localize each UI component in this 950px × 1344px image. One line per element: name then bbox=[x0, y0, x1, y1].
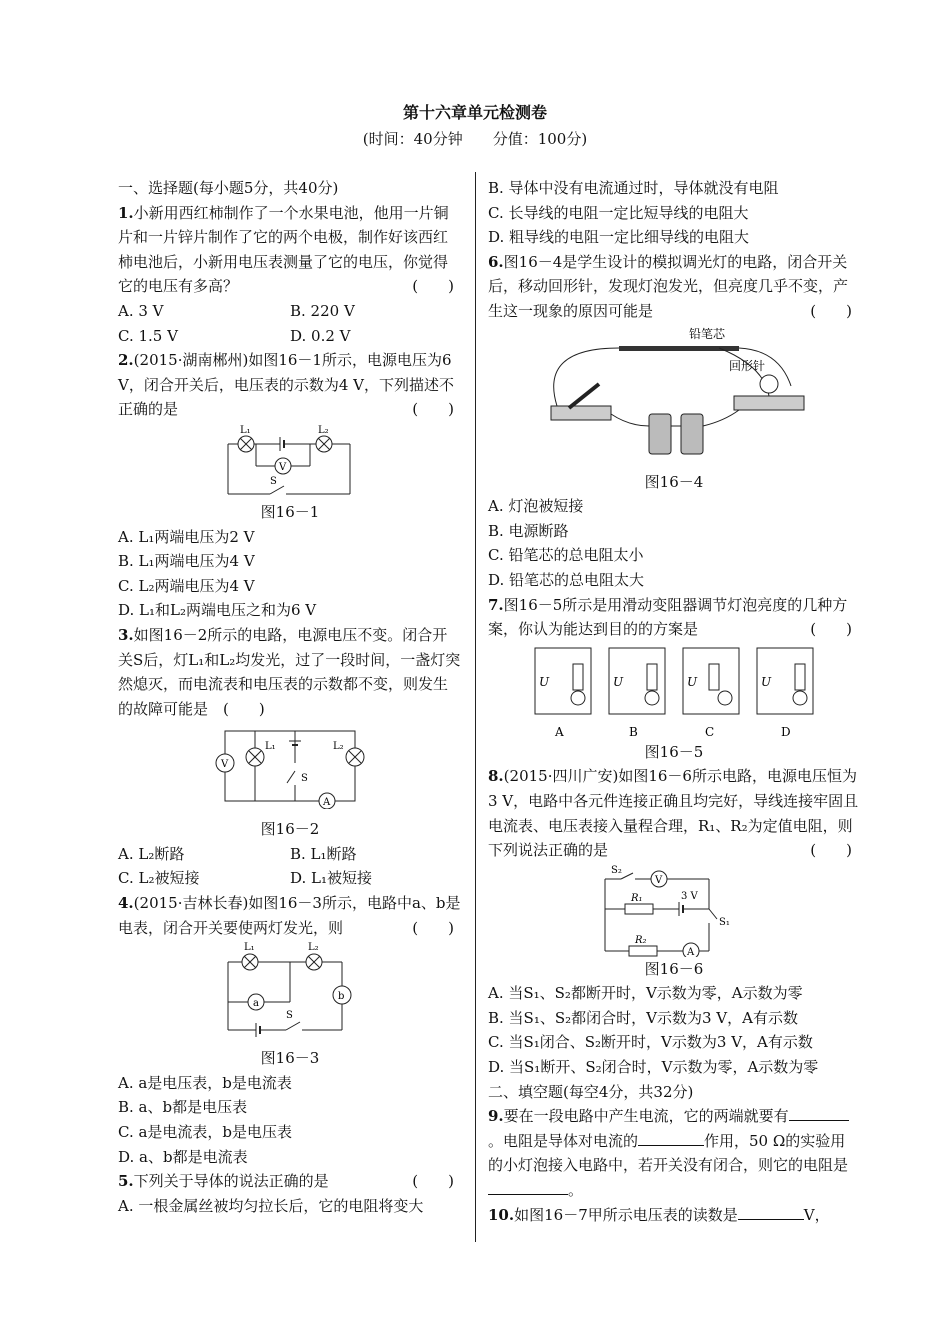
question-2 bbox=[118, 348, 462, 623]
battery-2-icon bbox=[681, 414, 703, 454]
q3-number: 3. bbox=[118, 625, 134, 644]
q8-number: 8. bbox=[488, 767, 504, 786]
fig6-label-s1: S₁ bbox=[719, 916, 730, 928]
q2-option-c: C. L₂两端电压为4 V bbox=[118, 576, 255, 595]
page-subtitle: (时间：40分钟 分值：100分) bbox=[362, 130, 588, 148]
figure-16-3-caption: 图16－3 bbox=[260, 1049, 320, 1068]
knife-switch-icon bbox=[569, 384, 599, 408]
q9-text-2: 。电阻是导体对电流的 bbox=[488, 1131, 639, 1150]
q6-text: 图16－4是学生设计的模拟调光灯的电路，闭合开关后，移动回形针，发现灯泡发光，但亮度几乎不变，产生这一现象的原因可能是 bbox=[488, 252, 849, 320]
q8-option-d: D. 当S₁断开、S₂闭合时，V示数为零，A示数为零 bbox=[488, 1058, 819, 1077]
fig5-label-b: B bbox=[629, 724, 638, 739]
battery-1-icon bbox=[649, 414, 671, 454]
q5-option-b: B. 导体中没有电流通过时，导体就没有电阻 bbox=[488, 179, 779, 197]
fig2-label-l2: L₂ bbox=[333, 741, 344, 753]
question-8 bbox=[488, 764, 860, 1079]
q2-answer-paren: ( ) bbox=[412, 400, 454, 419]
q9-blank-2[interactable] bbox=[638, 1129, 704, 1146]
q1-option-a: A. 3 V bbox=[118, 301, 164, 320]
fig3-label-l1: L₁ bbox=[244, 942, 255, 954]
figure-16-4-caption: 图16－4 bbox=[644, 472, 704, 491]
fig5-label-u-c: U bbox=[687, 674, 698, 689]
q1-answer-paren: ( ) bbox=[412, 277, 454, 296]
resistor-r2-icon bbox=[629, 946, 657, 956]
fig1-label-v: V bbox=[279, 461, 287, 473]
switch-icon bbox=[287, 771, 295, 783]
resistor-r1-icon bbox=[625, 904, 653, 914]
figure-16-5-circuits bbox=[529, 644, 819, 740]
q6-option-d: D. 铅笔芯的总电阻太大 bbox=[488, 570, 645, 589]
section1-heading: 一、选择题(每小题5分，共40分) bbox=[118, 179, 339, 197]
page-title: 第十六章单元检测卷 bbox=[402, 103, 547, 122]
bulb-icon bbox=[760, 375, 778, 393]
circuit-b bbox=[609, 648, 665, 739]
fig6-label-r1: R₁ bbox=[631, 892, 643, 904]
q3-answer-paren: ( ) bbox=[223, 699, 265, 718]
q3-text: 如图16－2所示的电路，电源电压不变。闭合开关S后，灯L₁和L₂均发光，过了一段时间，一盏灯突然熄灭，而电流表和电压表的示数都不变，则发生的故障可能是 bbox=[118, 625, 461, 718]
fig4-label-pencil: 铅笔芯 bbox=[689, 326, 726, 341]
q3-option-b: B. L₁断路 bbox=[290, 844, 357, 863]
q9-text-3: 作用，50 Ω的实验用的小灯泡接入电路中，若开关没有闭合，则它的电阻是 bbox=[488, 1131, 849, 1175]
question-3 bbox=[118, 623, 462, 891]
lamp-base-icon bbox=[734, 396, 804, 410]
fig2-label-v: V bbox=[221, 759, 229, 771]
q4-text: (2015·吉林长春)如图16－3所示，电路中a、b是电表，闭合开关要使两灯发光，则 bbox=[118, 894, 461, 937]
fig2-label-l1: L₁ bbox=[265, 741, 276, 753]
q10-number: 10. bbox=[488, 1205, 515, 1224]
q2-option-a: A. L₁两端电压为2 V bbox=[118, 527, 255, 546]
q4-option-b: B. a、b都是电压表 bbox=[118, 1098, 248, 1117]
fig1-label-l1: L₁ bbox=[240, 424, 251, 436]
fig3-label-l2: L₂ bbox=[308, 942, 319, 954]
fig5-label-u-a: U bbox=[539, 674, 550, 689]
q5-number: 5. bbox=[118, 1172, 134, 1191]
q8-text: (2015·四川广安)如图16－6所示电路，电源电压恒为3 V，电路中各元件连接正确且均完好，导线连接牢固且电流表、电压表接入量程合理，R₁、R₂为定值电阻，则下列说法正确的是 bbox=[488, 767, 859, 860]
q2-number: 2. bbox=[118, 351, 134, 370]
q6-option-c: C. 铅笔芯的总电阻太小 bbox=[488, 546, 644, 565]
switch-base-icon bbox=[551, 406, 611, 420]
q4-number: 4. bbox=[118, 894, 134, 913]
q4-option-c: C. a是电流表，b是电压表 bbox=[118, 1123, 293, 1142]
fig6-label-a: A bbox=[687, 946, 695, 957]
fig5-label-c: C bbox=[705, 724, 715, 739]
q6-option-b: B. 电源断路 bbox=[488, 521, 569, 540]
q8-option-a: A. 当S₁、S₂都断开时，V示数为零，A示数为零 bbox=[488, 984, 803, 1003]
q8-answer-paren: ( ) bbox=[810, 841, 852, 860]
q4-option-a: A. a是电压表，b是电流表 bbox=[118, 1073, 292, 1092]
fig2-label-s: S bbox=[301, 773, 308, 785]
q9-blank-1b[interactable] bbox=[819, 1104, 849, 1121]
figure-16-5-caption: 图16－5 bbox=[644, 742, 704, 761]
fig4-label-clip: 回形针 bbox=[729, 358, 766, 373]
q1-option-b: B. 220 V bbox=[290, 301, 355, 320]
fig3-label-b: b bbox=[338, 991, 345, 1003]
question-1 bbox=[118, 201, 462, 349]
q5-option-d: D. 粗导线的电阻一定比细导线的电阻大 bbox=[488, 228, 750, 247]
q5-text: 下列关于导体的说法正确的是 bbox=[133, 1172, 329, 1191]
q9-blank-3[interactable] bbox=[488, 1178, 568, 1195]
q2-option-b: B. L₁两端电压为4 V bbox=[118, 552, 255, 571]
column-divider bbox=[475, 172, 476, 1242]
fig6-label-v: V bbox=[655, 874, 663, 886]
switch-s1-icon bbox=[709, 909, 717, 919]
figure-16-2-circuit bbox=[215, 723, 365, 809]
fig1-label-l2: L₂ bbox=[318, 424, 329, 436]
q8-option-c: C. 当S₁闭合、S₂断开时，V示数为3 V，A有示数 bbox=[488, 1033, 813, 1052]
q7-answer-paren: ( ) bbox=[810, 620, 852, 639]
right-column bbox=[488, 176, 860, 1227]
q8-option-b: B. 当S₁、S₂都闭合时，V示数为3 V，A有示数 bbox=[488, 1008, 798, 1027]
question-6 bbox=[488, 250, 860, 593]
figure-16-6-circuit bbox=[599, 865, 749, 957]
figure-16-4-apparatus bbox=[529, 326, 819, 466]
q1-text: 小新用西红柿制作了一个水果电池，他用一片铜片和一片锌片制作了它的两个电极，制作好该西红柿电池后，小新用电压表测量了它的电压，你觉得它的电压有多高？ bbox=[118, 203, 449, 296]
q5-option-c: C. 长导线的电阻一定比短导线的电阻大 bbox=[488, 203, 749, 222]
q6-answer-paren: ( ) bbox=[810, 301, 852, 320]
fig5-label-d: D bbox=[781, 724, 791, 739]
q1-option-c: C. 1.5 V bbox=[118, 326, 178, 345]
question-5 bbox=[118, 1169, 462, 1218]
q9-number: 9. bbox=[488, 1107, 504, 1126]
question-9 bbox=[488, 1104, 860, 1202]
fig5-label-u-d: U bbox=[761, 674, 772, 689]
q2-option-d: D. L₁和L₂两端电压之和为6 V bbox=[118, 601, 317, 620]
figure-16-2-caption: 图16－2 bbox=[260, 820, 320, 839]
figure-16-3-circuit bbox=[220, 942, 360, 1038]
q5-option-a: A. 一根金属丝被均匀拉长后，它的电阻将变大 bbox=[118, 1196, 424, 1215]
q6-option-a: A. 灯泡被短接 bbox=[488, 497, 584, 516]
q7-number: 7. bbox=[488, 595, 504, 614]
q2-text: (2015·湖南郴州)如图16－1所示，电源电压为6 V，闭合开关后，电压表的示数为4 V，下列描述不正确的是 bbox=[118, 351, 454, 419]
q4-option-d: D. a、b都是电流表 bbox=[118, 1147, 248, 1166]
q9-blank-1a[interactable] bbox=[789, 1104, 819, 1121]
question-4 bbox=[118, 891, 462, 1169]
switch-s2-icon bbox=[621, 873, 633, 879]
question-7 bbox=[488, 593, 860, 765]
fig5-label-u-b: U bbox=[613, 674, 624, 689]
fig2-label-a: A bbox=[323, 797, 331, 809]
circuit-d bbox=[757, 648, 813, 739]
fig1-label-s: S bbox=[270, 475, 277, 487]
circuit-c bbox=[683, 648, 739, 739]
switch-icon bbox=[286, 1022, 300, 1030]
switch-icon bbox=[270, 486, 284, 494]
q1-number: 1. bbox=[118, 203, 134, 222]
q10-text-1: 如图16－7甲所示电压表的读数是 bbox=[514, 1205, 738, 1224]
q9-text-1: 要在一段电路中产生电流，它的两端就要有 bbox=[503, 1107, 789, 1126]
q6-number: 6. bbox=[488, 252, 504, 271]
fig6-label-volt: 3 V bbox=[681, 890, 698, 902]
q3-option-a: A. L₂断路 bbox=[118, 844, 185, 863]
q10-blank-1[interactable] bbox=[738, 1203, 804, 1220]
left-column bbox=[118, 176, 462, 1218]
q9-text-4: 。 bbox=[568, 1181, 584, 1200]
q10-text-2: V， bbox=[803, 1205, 830, 1224]
section2-heading: 二、填空题(每空4分，共32分) bbox=[488, 1082, 694, 1101]
q1-option-d: D. 0.2 V bbox=[290, 326, 351, 345]
fig3-label-s: S bbox=[286, 1010, 293, 1022]
fig3-label-a: a bbox=[253, 998, 259, 1010]
fig5-label-a: A bbox=[555, 724, 564, 739]
question-10 bbox=[488, 1203, 860, 1228]
q7-text: 图16－5所示是用滑动变阻器调节灯泡亮度的几种方案，你认为能达到目的的方案是 bbox=[488, 595, 848, 639]
figure-16-1-caption: 图16－1 bbox=[260, 502, 320, 521]
q3-option-d: D. L₁被短接 bbox=[290, 869, 373, 888]
q3-option-c: C. L₂被短接 bbox=[118, 869, 200, 888]
figure-16-1-circuit bbox=[220, 424, 360, 500]
figure-16-6-caption: 图16－6 bbox=[644, 959, 704, 978]
fig6-label-r2: R₂ bbox=[635, 934, 647, 946]
fig6-label-s2: S₂ bbox=[611, 864, 622, 876]
circuit-a bbox=[535, 648, 591, 739]
q5-answer-paren: ( ) bbox=[412, 1172, 454, 1191]
q4-answer-paren: ( ) bbox=[412, 918, 454, 937]
